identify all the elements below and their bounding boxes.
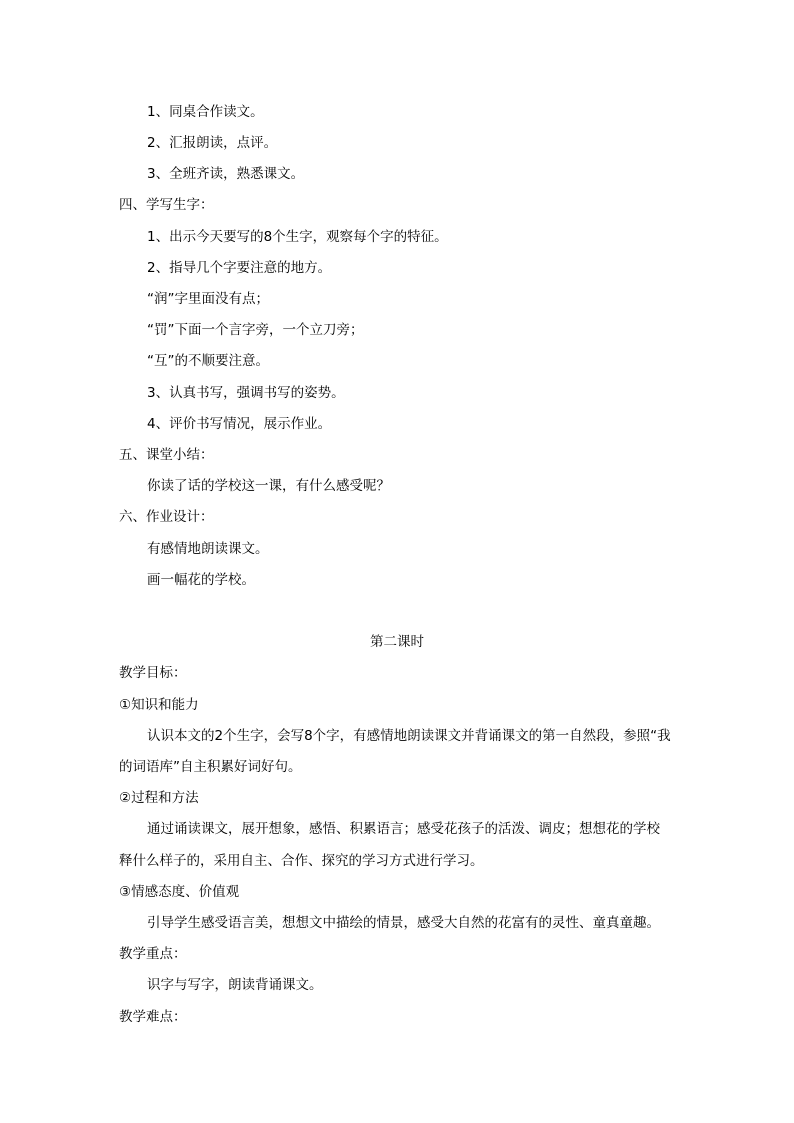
process-heading: ②过程和方法 xyxy=(119,790,199,806)
note-line: “润”字里面没有点； xyxy=(147,291,269,307)
paragraph-line: 引导学生感受语言美，想想文中描绘的情景，感受大自然的花富有的灵性、童真童趣。 xyxy=(147,915,660,931)
step-line: 有感情地朗读课文。 xyxy=(147,541,269,557)
key-points-heading: 教学重点： xyxy=(119,946,187,962)
step-line: 1、出示今天要写的8个生字，观察每个字的特征。 xyxy=(147,229,448,245)
note-line: “互”的不顺要注意。 xyxy=(147,353,269,369)
key-points-content: 识字与写字，朗读背诵课文。 xyxy=(147,977,323,993)
section-heading: 四、学写生字： xyxy=(119,197,214,213)
lesson-title: 第二课时 xyxy=(370,634,424,650)
paragraph-line: 的词语库”自主积累好词好句。 xyxy=(119,759,302,775)
step-line: 1、同桌合作读文。 xyxy=(147,104,264,120)
step-line: 2、汇报朗读，点评。 xyxy=(147,135,278,151)
difficulties-heading: 教学难点： xyxy=(119,1009,187,1025)
step-line: 你读了话的学校这一课，有什么感受呢？ xyxy=(147,478,390,494)
knowledge-heading: ①知识和能力 xyxy=(119,697,199,713)
step-line: 3、全班齐读，熟悉课文。 xyxy=(147,166,305,182)
emotion-heading: ③情感态度、价值观 xyxy=(119,884,240,900)
step-line: 3、认真书写，强调书写的姿势。 xyxy=(147,385,345,401)
section-heading: 五、课堂小结： xyxy=(119,447,214,463)
paragraph-line: 认识本文的2个生字，会写8个字，有感情地朗读课文并背诵课文的第一自然段，参照“我 xyxy=(147,728,671,744)
step-line: 画一幅花的学校。 xyxy=(147,572,255,588)
note-line: “罚”下面一个言字旁，一个立刀旁； xyxy=(147,322,364,338)
objectives-heading: 教学目标： xyxy=(119,665,187,681)
step-line: 4、评价书写情况，展示作业。 xyxy=(147,416,332,432)
paragraph-line: 释什么样子的，采用自主、合作、探究的学习方式进行学习。 xyxy=(119,853,484,869)
paragraph-line: 通过诵读课文，展开想象，感悟、积累语言；感受花孩子的活泼、调皮；想想花的学校 xyxy=(147,821,660,837)
step-line: 2、指导几个字要注意的地方。 xyxy=(147,260,332,276)
section-heading: 六、作业设计： xyxy=(119,509,214,525)
